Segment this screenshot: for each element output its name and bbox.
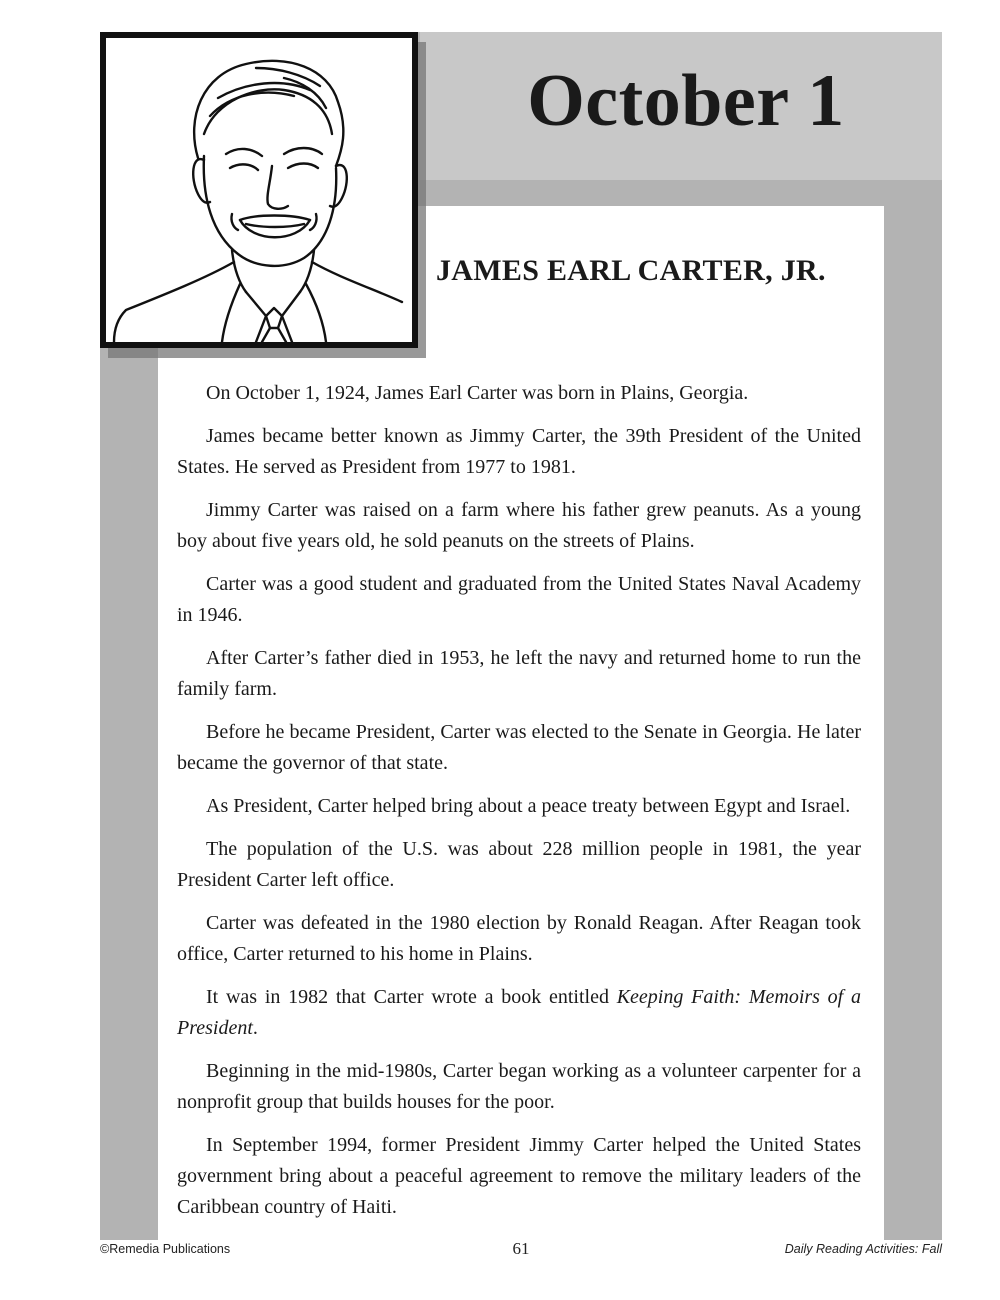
paragraph: As President, Carter helped bring about a peace treaty between Egypt and Israel. <box>206 795 851 817</box>
paragraph: Before he became President, Carter was elected to the Senate in Georgia. He later became the governor of that state. <box>177 721 861 774</box>
paragraph: After Carter’s father died in 1953, he left the navy and returned home to run the family farm. <box>177 647 861 700</box>
paragraph: The population of the U.S. was about 228 million people in 1981, the year President Carter left office. <box>177 838 861 891</box>
paragraph-text: It was in 1982 that Carter wrote a book entitled <box>206 986 617 1008</box>
president-portrait-sketch-icon <box>106 38 412 342</box>
page-footer <box>100 1240 942 1260</box>
publisher-credit: ©Remedia Publications <box>100 1242 231 1256</box>
book-title: Keeping Faith: Memoirs of a President <box>177 986 861 1039</box>
page-number: 61 <box>512 1239 530 1258</box>
paragraph: Carter was defeated in the 1980 election by Ronald Reagan. After Reagan took office, Carter returned to his home in Plains. <box>177 912 861 965</box>
paragraph: James became better known as Jimmy Carter, the 39th President of the United States. He served as President from 1977 to 1981. <box>177 425 861 478</box>
portrait <box>100 32 418 348</box>
book-title-footer: Daily Reading Activities: Fall <box>784 1242 942 1256</box>
paragraph: Beginning in the mid-1980s, Carter began working as a volunteer carpenter for a nonprofit group that builds houses for the poor. <box>177 1060 861 1113</box>
paragraph: Jimmy Carter was raised on a farm where his father grew peanuts. As a young boy about five years old, he sold peanuts on the streets of Plains. <box>177 499 861 552</box>
paragraph: In September 1994, former President Jimmy Carter helped the United States government bring about a peaceful agreement to remove the military leaders of the Caribbean country of Haiti. <box>177 1134 861 1218</box>
paragraph: Carter was a good student and graduated from the United States Naval Academy in 1946. <box>177 573 861 626</box>
paragraph: On October 1, 1924, James Earl Carter was born in Plains, Georgia. <box>206 382 749 404</box>
subject-name: JAMES EARL CARTER, JR. <box>436 254 826 287</box>
paragraph-book <box>177 982 861 1044</box>
page-title: October 1 <box>527 60 845 142</box>
paragraph-text: . <box>252 1017 258 1039</box>
article-body <box>177 378 861 1223</box>
